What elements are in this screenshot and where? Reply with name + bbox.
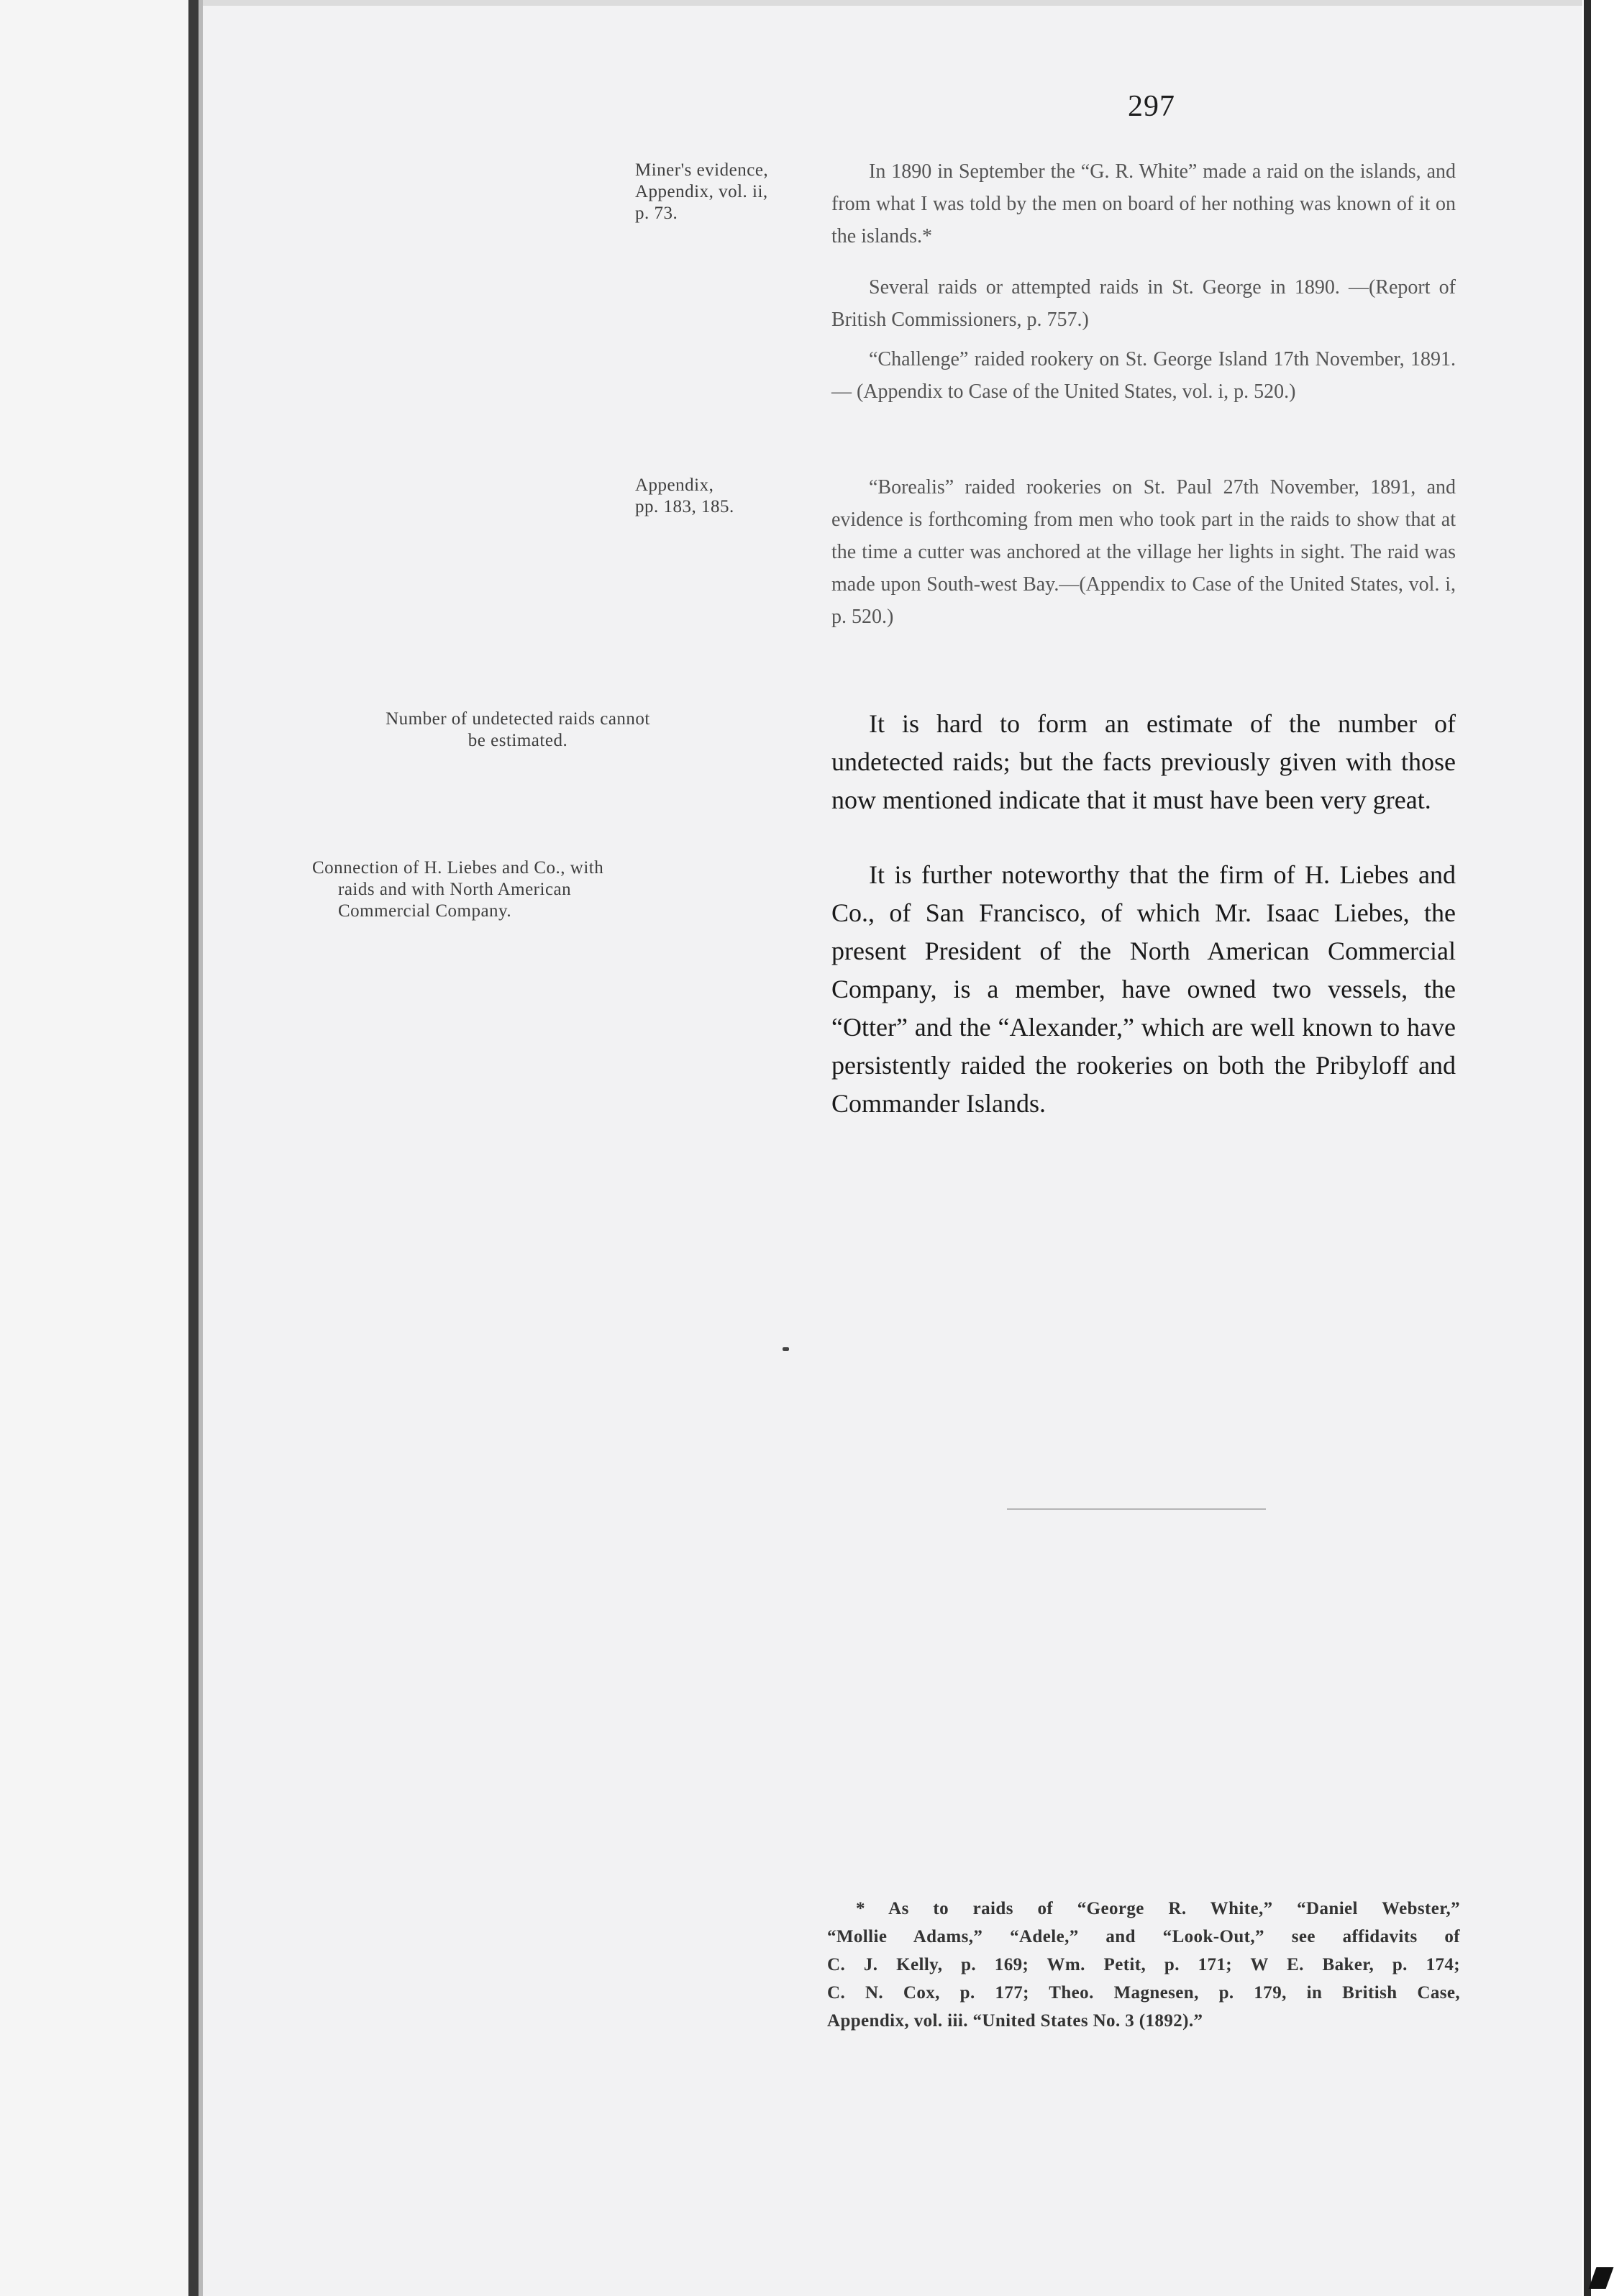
ink-speck bbox=[783, 1347, 789, 1351]
margin-note-line: Commercial Company. bbox=[338, 901, 512, 921]
footnote-line: C. J. Kelly, p. 169; Wm. Petit, p. 171; W E. Baker, p. 174; bbox=[827, 1955, 1460, 1974]
margin-note-appendix bbox=[635, 475, 808, 518]
paragraph-g-r-white-raid: In 1890 in September the “G. R. White” made a raid on the islands, and from what I was told by the men on board of her nothing was known of it on the islands.* bbox=[831, 160, 1456, 247]
horizontal-rule bbox=[1007, 1508, 1266, 1510]
paragraph-undetected-raids-estimate: It is hard to form an estimate of the number of undetected raids; but the facts previously given with those now mentioned indicate that it must have been very great. bbox=[831, 709, 1456, 814]
margin-note-line: Appendix, vol. ii, bbox=[635, 182, 768, 201]
footnote-line: C. N. Cox, p. 177; Theo. Magnesen, p. 179, in British Case, bbox=[827, 1983, 1460, 2003]
margin-note-line: Number of undetected raids cannot bbox=[386, 709, 650, 729]
page-right-edge-shadow bbox=[1584, 0, 1591, 2296]
footnote-line: “Mollie Adams,” “Adele,” and “Look-Out,” see affidavits of bbox=[827, 1927, 1460, 1946]
margin-note-undetected-raids bbox=[316, 709, 719, 752]
margin-note-line: pp. 183, 185. bbox=[635, 497, 734, 516]
margin-note-line: be estimated. bbox=[468, 731, 568, 750]
paragraph-borealis-raid: “Borealis” raided rookeries on St. Paul 27th November, 1891, and evidence is forthcoming from men who took part in the raids to show that at the time a cutter was anchored at the village her lights in sight. The raid was made upon South-west Bay.—(Appendix to Case of the United States, vol. i, p. 520.) bbox=[831, 476, 1456, 628]
margin-note-line: Miner's evidence, bbox=[635, 160, 769, 180]
margin-note-line: Connection of H. Liebes and Co., with bbox=[312, 858, 604, 878]
margin-note-line: raids and with North American bbox=[338, 880, 572, 899]
paragraph-challenge-raid: “Challenge” raided rookery on St. George Island 17th November, 1891. — (Appendix to Case of the United States, vol. i, p. 520.) bbox=[831, 348, 1456, 403]
footnote-line: Appendix, vol. iii. “United States No. 3 (1892).” bbox=[827, 2011, 1203, 2031]
margin-note-liebes-connection bbox=[312, 857, 715, 922]
page-number: 297 bbox=[1128, 90, 1175, 123]
book-spine-shadow bbox=[188, 0, 199, 2296]
margin-note-line: p. 73. bbox=[635, 204, 678, 223]
margin-note-miners-evidence bbox=[635, 160, 815, 224]
paragraph-st-george-raids: Several raids or attempted raids in St. George in 1890. —(Report of British Commissioners, p. 757.) bbox=[831, 276, 1456, 331]
paragraph-liebes-firm: It is further noteworthy that the firm of H. Liebes and Co., of San Francisco, of which Mr. Isaac Liebes, the present President of the North American Commercial Company, is a member, have owned two vessels, the “Otter” and the “Alexander,” which are well known to have persistently raided the rookeries on both the Pribyloff and Commander Islands. bbox=[831, 860, 1456, 1118]
book-gutter bbox=[199, 0, 203, 2296]
facing-page-edge bbox=[0, 0, 188, 2296]
page-top-edge bbox=[203, 0, 1582, 6]
footnote bbox=[827, 1895, 1460, 2035]
footnote-line: * As to raids of “George R. White,” “Daniel Webster,” bbox=[856, 1899, 1460, 1918]
margin-note-line: Appendix, bbox=[635, 475, 714, 495]
